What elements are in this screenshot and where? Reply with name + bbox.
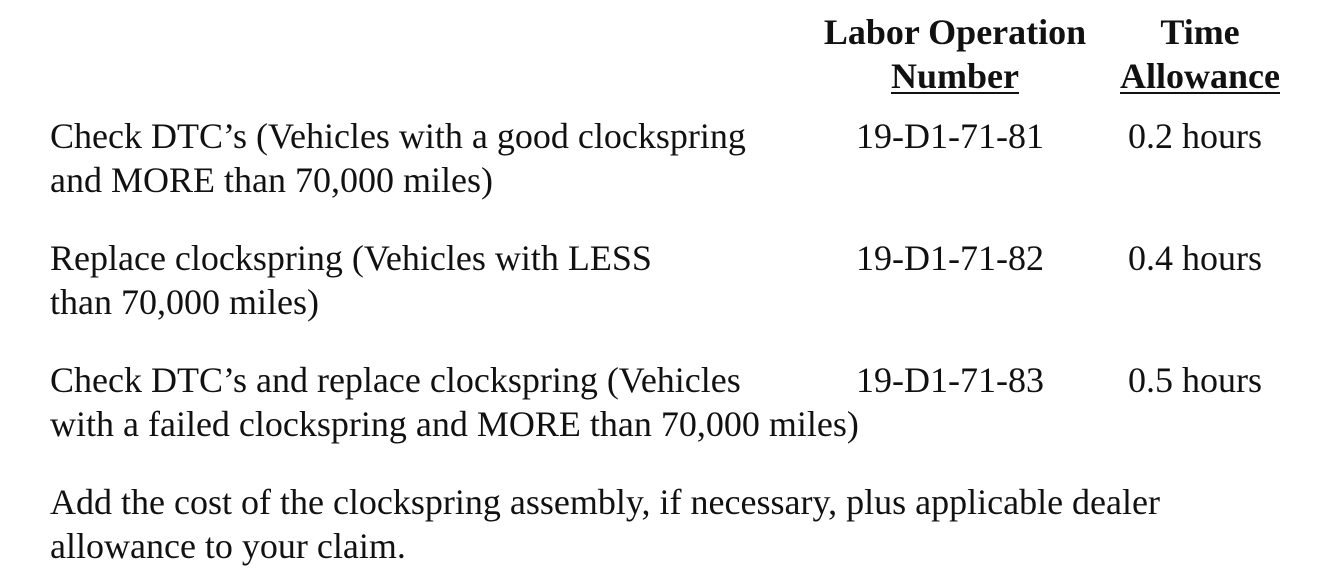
row-2-description-line1: Replace clockspring (Vehicles with LESS [50,238,652,278]
row-1-description-line2: and MORE than 70,000 miles) [50,160,493,200]
time-allowance-header [1108,10,1292,98]
row-1-description-line1: Check DTC’s (Vehicles with a good clockspring [50,116,746,156]
row-3-description [50,358,859,446]
row-1-time-allowance: 0.2 hours [1128,116,1262,156]
time-allowance-header-line1: Time [1160,12,1240,52]
row-1-description [50,114,746,202]
row-3-time-allowance: 0.5 hours [1128,360,1262,400]
row-1-labor-operation: 19-D1-71-81 [856,116,1044,156]
claim-footer-note [50,480,1160,568]
time-allowance-header-line2: Allowance [1120,56,1280,96]
row-2-description-line2: than 70,000 miles) [50,282,319,322]
row-3-description-line2: with a failed clockspring and MORE than 70,000 miles) [50,404,859,444]
row-2-labor-operation: 19-D1-71-82 [856,238,1044,278]
row-2-description [50,236,652,324]
labor-operation-header-line1: Labor Operation [823,12,1087,52]
labor-operation-header [812,10,1098,98]
row-3-labor-operation: 19-D1-71-83 [856,360,1044,400]
row-2-time-allowance: 0.4 hours [1128,238,1262,278]
claim-footer-note-line1: Add the cost of the clockspring assembly, if necessary, plus applicable dealer [50,482,1160,522]
claim-footer-note-line2: allowance to your claim. [50,526,406,566]
row-3-description-line1: Check DTC’s and replace clockspring (Vehicles [50,360,741,400]
labor-operation-header-line2: Number [891,56,1019,96]
